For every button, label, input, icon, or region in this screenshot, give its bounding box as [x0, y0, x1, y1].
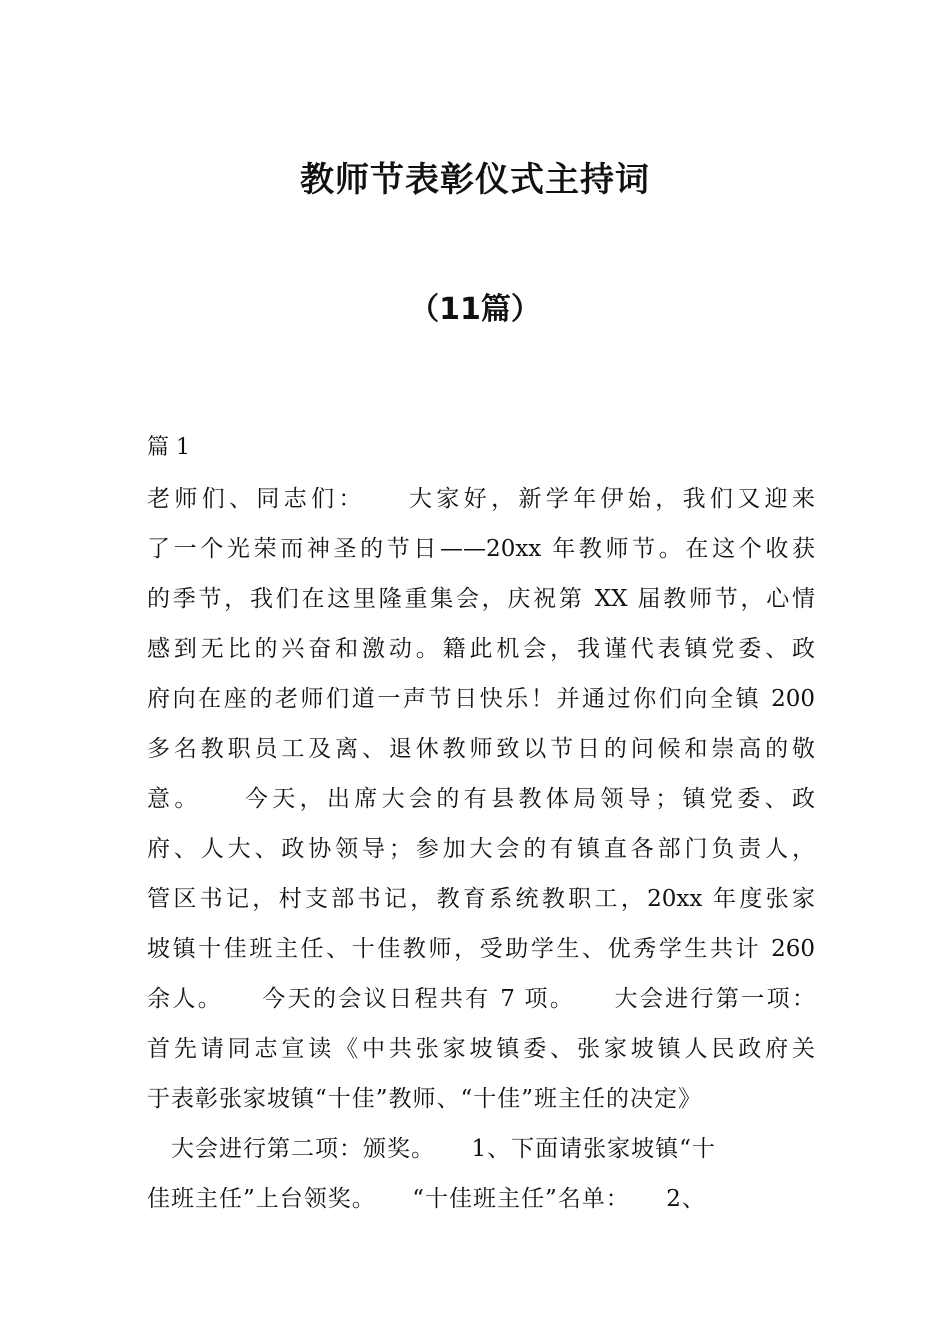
body-line: 管区书记，村支部书记，教育系统教职工，20xx 年度张家: [147, 886, 815, 912]
body-line: 府、人大、政协领导；参加大会的有镇直各部门负责人，: [147, 836, 815, 862]
body-line: 的季节，我们在这里隆重集会，庆祝第 XX 届教师节，心情: [147, 586, 815, 612]
body-line: 意。 今天，出席大会的有县教体局领导；镇党委、政: [147, 786, 815, 812]
section-label: 篇 1: [147, 435, 190, 460]
body-line: 佳班主任”上台领奖。 “十佳班主任”名单： 2、: [147, 1186, 706, 1212]
document-body: [147, 477, 815, 1227]
body-line: 大会进行第二项：颁奖。 1、下面请张家坡镇“十: [147, 1136, 716, 1162]
body-line: 府向在座的老师们道一声节日快乐！并通过你们向全镇 200: [147, 686, 815, 712]
body-line: 老师们、同志们： 大家好，新学年伊始，我们又迎来: [147, 486, 815, 512]
body-line: 于表彰张家坡镇“十佳”教师、“十佳”班主任的决定》: [147, 1086, 703, 1112]
body-line: 感到无比的兴奋和激动。籍此机会，我谨代表镇党委、政: [147, 636, 815, 662]
body-line: 多名教职员工及离、退休教师致以节日的问候和崇高的敬: [147, 736, 815, 762]
document-subtitle: （11篇）: [409, 292, 541, 327]
body-line: 余人。 今天的会议日程共有 7 项。 大会进行第一项：: [147, 986, 815, 1012]
body-line: 首先请同志宣读《中共张家坡镇委、张家坡镇人民政府关: [147, 1036, 815, 1062]
body-line: 了一个光荣而神圣的节日——20xx 年教师节。在这个收获: [147, 536, 815, 562]
body-line: 坡镇十佳班主任、十佳教师，受助学生、优秀学生共计 260: [147, 936, 815, 962]
document-title: 教师节表彰仪式主持词: [300, 160, 650, 200]
